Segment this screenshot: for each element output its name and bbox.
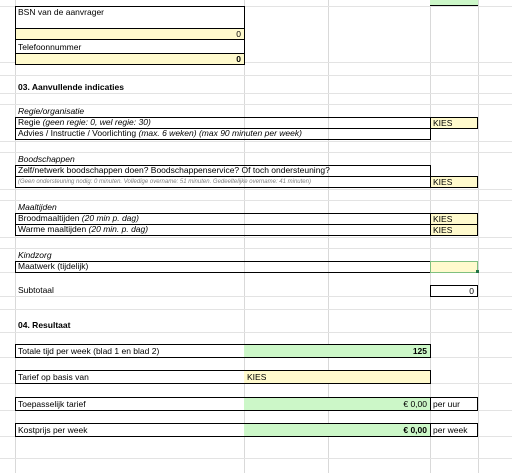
bsn-spacer [15, 19, 245, 29]
bsn-value: 0 [236, 29, 241, 39]
toepasselijk-label-cell [15, 397, 245, 411]
warme-select[interactable] [430, 224, 478, 236]
totale-tijd-value-cell[interactable] [244, 344, 431, 358]
phone-label-cell [15, 40, 245, 53]
tarief-basis-select-value: KIES [247, 372, 267, 382]
phone-value: 0 [236, 54, 241, 64]
warme-label [18, 224, 148, 235]
subtotaal-value-cell[interactable] [430, 285, 478, 297]
toepasselijk-label: Toepasselijk tarief [18, 399, 86, 409]
bsn-input[interactable] [15, 28, 245, 40]
advies-label [18, 128, 302, 139]
kindzorg-heading: Kindzorg [18, 250, 52, 260]
gridline [0, 458, 512, 459]
maaltijden-heading: Maaltijden [18, 202, 57, 212]
top-green-cell[interactable] [430, 0, 478, 6]
warme-select-value: KIES [433, 225, 453, 235]
warme-label-hint: (20 min. p. dag) [88, 224, 149, 234]
subtotaal-value: 0 [469, 286, 474, 296]
fill-handle[interactable] [476, 270, 479, 273]
regie-select[interactable] [430, 117, 478, 129]
totale-tijd-value: 125 [412, 346, 427, 356]
boodschappen-heading: Boodschappen [18, 154, 75, 164]
gridline [0, 248, 512, 249]
toepasselijk-unit: per uur [433, 399, 460, 409]
toepasselijk-value-cell[interactable] [244, 397, 431, 411]
kostprijs-unit-cell [430, 423, 478, 437]
gridline [0, 237, 512, 238]
tarief-basis-select[interactable] [244, 370, 431, 384]
kostprijs-value: € 0,00 [403, 425, 427, 435]
boodschappen-question: Zelf/netwerk boodschappen doen? Boodschappenservice? Of toch ondersteuning? [18, 165, 330, 175]
gridline [0, 152, 512, 153]
warme-label-main: Warme maaltijden [18, 224, 89, 234]
tarief-basis-label-cell [15, 370, 245, 384]
advies-label-hint: (max. 6 weken) (max 90 minuten per week) [138, 128, 302, 138]
totale-tijd-label-cell [15, 344, 245, 358]
regie-heading: Regie/organisatie [18, 106, 85, 116]
brood-label-main: Broodmaaltijden [18, 213, 82, 223]
regie-label [18, 117, 151, 128]
maatwerk-label: Maatwerk (tijdelijk) [18, 261, 89, 271]
gridline [0, 93, 512, 94]
gridline [0, 189, 512, 190]
maatwerk-input[interactable] [430, 261, 478, 273]
advies-label-main: Advies / Instructie / Voorlichting [18, 128, 139, 138]
bsn-label: BSN van de aanvrager [18, 7, 104, 17]
toepasselijk-unit-cell [430, 397, 478, 411]
gridline [0, 75, 512, 76]
phone-input[interactable] [15, 53, 245, 65]
totale-tijd-label: Totale tijd per week (blad 1 en blad 2) [18, 346, 160, 356]
section-4-title: 04. Resultaat [18, 320, 71, 330]
boodschappen-select[interactable] [430, 176, 478, 188]
subtotaal-label: Subtotaal [18, 285, 54, 295]
regie-label-hint: (geen regie: 0, wel regie: 30) [42, 117, 151, 127]
boodschappen-select-value: KIES [433, 177, 453, 187]
kostprijs-unit: per week [433, 425, 468, 435]
gridline [0, 332, 512, 333]
gridline [0, 104, 512, 105]
kostprijs-label-cell [15, 423, 245, 437]
toepasselijk-value: € 0,00 [403, 399, 427, 409]
brood-select-value: KIES [433, 214, 453, 224]
brood-label [18, 213, 139, 224]
gridline [0, 200, 512, 201]
regie-select-value: KIES [433, 118, 453, 128]
section-3-title: 03. Aanvullende indicaties [18, 82, 124, 92]
tarief-basis-label: Tarief op basis van [18, 372, 89, 382]
boodschappen-note: (Geen ondersteuning nodig: 0 minuten. Volledige overname: 51 minuten. Gedeeltelijke overname: 41 minuten) [18, 179, 311, 185]
phone-label: Telefoonnummer [18, 42, 82, 52]
kostprijs-label: Kostprijs per week [18, 425, 88, 435]
gridline [0, 141, 512, 142]
kostprijs-value-cell[interactable] [244, 423, 431, 437]
brood-label-hint: (20 min p. dag) [81, 213, 139, 223]
regie-label-main: Regie [18, 117, 43, 127]
gridline [0, 309, 512, 310]
